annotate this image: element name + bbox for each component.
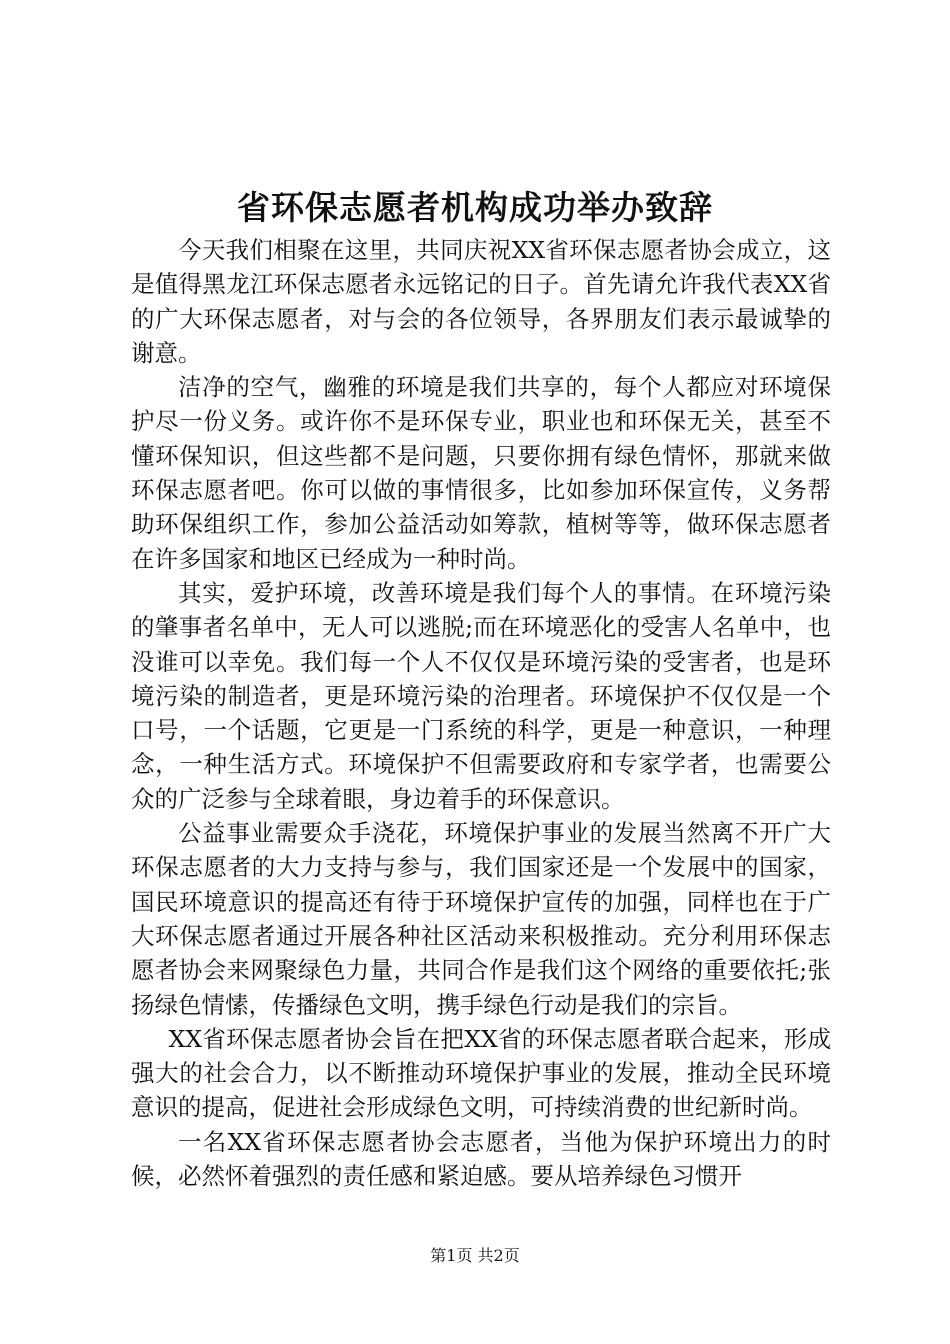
page-number-footer: 第1页 共2页 — [430, 1246, 520, 1265]
paragraph-3: 其实，爱护环境，改善环境是我们每个人的事情。在环境污染的肇事者名单中，无人可以逃脱;而在环境恶化的受害人名单中，也没谁可以幸免。我们每一个人不仅仅是环境污染的受害者，也是环境污染的制造者，更是环境污染的治理者。环境保护不仅仅是一个口号，一个话题，它更是一门系统的科学，更是一种意识，一种理念，一种生活方式。环境保护不但需要政府和专家学者，也需要公众的广泛参与全球着眼，身边着手的环保意识。 — [131, 578, 831, 813]
paragraph-2: 洁净的空气，幽雅的环境是我们共享的，每个人都应对环境保护尽一份义务。或许你不是环保专业，职业也和环保无关，甚至不懂环保知识，但这些都不是问题，只要你拥有绿色情怀，那就来做环保志愿者吧。你可以做的事情很多，比如参加环保宣传，义务帮助环保组织工作，参加公益活动如筹款，植树等等，做环保志愿者在许多国家和地区已经成为一种时尚。 — [131, 373, 831, 573]
paragraph-6: 一名XX省环保志愿者协会志愿者，当他为保护环境出力的时候，必然怀着强烈的责任感和紧迫感。要从培养绿色习惯开 — [131, 1127, 831, 1191]
document-title: 省环保志愿者机构成功举办致辞 — [237, 188, 713, 227]
paragraph-4: 公益事业需要众手浇花，环境保护事业的发展当然离不开广大环保志愿者的大力支持与参与，我们国家还是一个发展中的国家，国民环境意识的提高还有待于环境保护宣传的加强，同样也在于广大环保志愿者通过开展各种社区活动来积极推动。充分利用环保志愿者协会来网聚绿色力量，共同合作是我们这个网络的重要依托;张扬绿色情愫，传播绿色文明，携手绿色行动是我们的宗旨。 — [131, 819, 831, 1019]
document-body — [131, 233, 831, 1193]
paragraph-5: XX省环保志愿者协会旨在把XX省的环保志愿者联合起来，形成强大的社会合力，以不断推动环境保护事业的发展，推动全民环境意识的提高，促进社会形成绿色文明，可持续消费的世纪新时尚。 — [131, 1024, 831, 1122]
paragraph-1: 今天我们相聚在这里，共同庆祝XX省环保志愿者协会成立，这是值得黑龙江环保志愿者永远铭记的日子。首先请允许我代表XX省的广大环保志愿者，对与会的各位领导，各界朋友们表示最诚挚的谢意。 — [131, 236, 831, 367]
